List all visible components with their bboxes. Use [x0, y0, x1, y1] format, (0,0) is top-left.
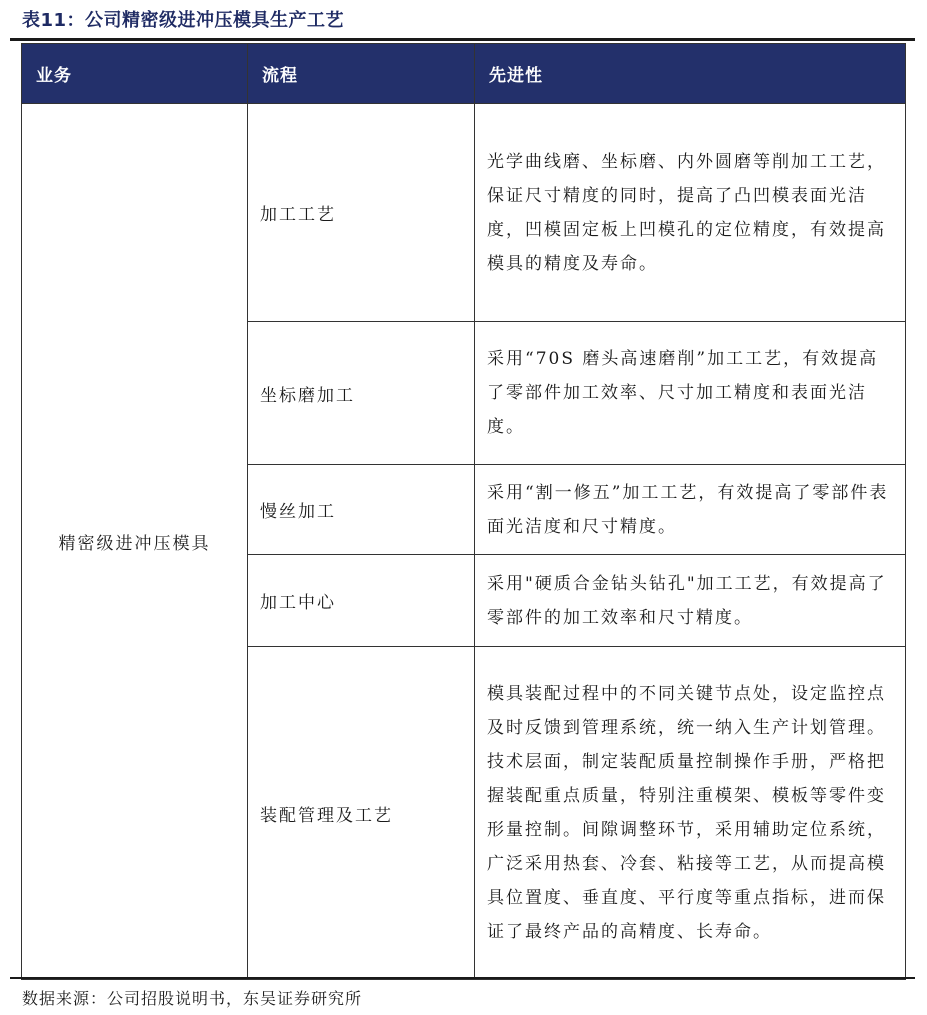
- bottom-rule: [10, 977, 915, 979]
- table-title: 表11：公司精密级进冲压模具生产工艺: [22, 10, 345, 31]
- column-header-process: 流程: [248, 44, 475, 104]
- business-cell: 精密级进冲压模具: [22, 104, 248, 980]
- top-rule: [10, 38, 915, 41]
- process-cell: 加工中心: [248, 555, 475, 647]
- column-header-business: 业务: [22, 44, 248, 104]
- process-table: [21, 43, 906, 980]
- source-note: 数据来源：公司招股说明书，东吴证券研究所: [22, 989, 363, 1008]
- process-cell: 加工工艺: [248, 104, 475, 322]
- advantage-cell: 光学曲线磨、坐标磨、内外圆磨等削加工工艺，保证尺寸精度的同时，提高了凸凹模表面光洁度，凹模固定板上凹模孔的定位精度，有效提高模具的精度及寿命。: [475, 104, 906, 322]
- table-row: [22, 104, 906, 322]
- column-header-advantage: 先进性: [475, 44, 906, 104]
- advantage-cell: 模具装配过程中的不同关键节点处，设定监控点及时反馈到管理系统，统一纳入生产计划管理。技术层面，制定装配质量控制操作手册，严格把握装配重点质量，特别注重模架、模板等零件变形量控制。间隙调整环节，采用辅助定位系统，广泛采用热套、冷套、粘接等工艺，从而提高模具位置度、垂直度、平行度等重点指标，进而保证了最终产品的高精度、长寿命。: [475, 647, 906, 980]
- advantage-cell: 采用“割一修五”加工工艺，有效提高了零部件表面光洁度和尺寸精度。: [475, 465, 906, 555]
- advantage-cell: 采用“70S 磨头高速磨削”加工工艺，有效提高了零部件加工效率、尺寸加工精度和表面光洁度。: [475, 322, 906, 465]
- table-header-row: [22, 44, 906, 104]
- process-cell: 坐标磨加工: [248, 322, 475, 465]
- process-cell: 慢丝加工: [248, 465, 475, 555]
- advantage-cell: 采用"硬质合金钻头钻孔"加工工艺，有效提高了零部件的加工效率和尺寸精度。: [475, 555, 906, 647]
- process-cell: 装配管理及工艺: [248, 647, 475, 980]
